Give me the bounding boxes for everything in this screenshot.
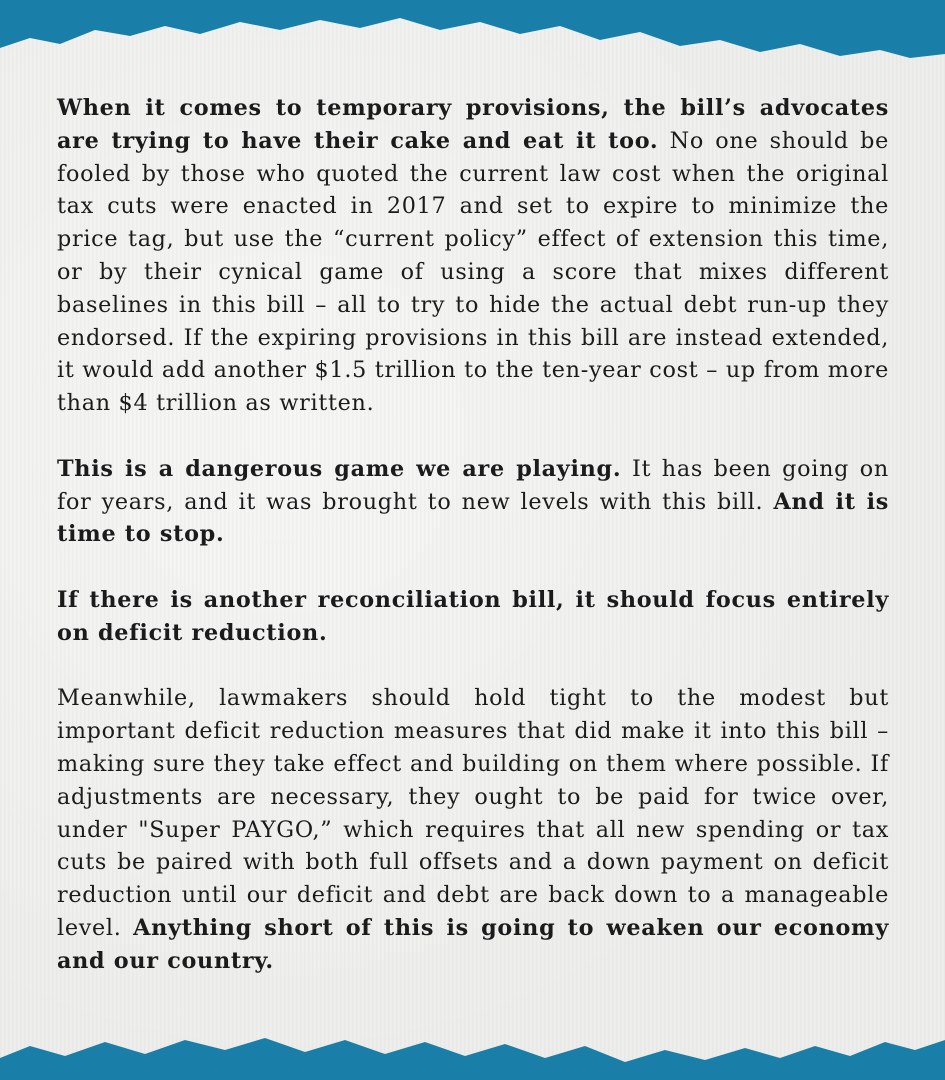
document-body	[57, 92, 889, 1010]
paragraph-lead-bold: If there is another reconciliation bill, it should focus entirely on deficit reduction.	[57, 586, 889, 646]
paragraph-dangerous-game	[57, 453, 889, 551]
paragraph-tail-bold: And it is time to stop.	[57, 488, 889, 548]
paragraph-lead-bold: This is a dangerous game we are playing.	[57, 455, 622, 482]
paragraph-lead-bold: When it comes to temporary provisions, the bill’s advocates are trying to have their cake and eat it too.	[57, 95, 889, 154]
paragraph-meanwhile	[57, 682, 889, 977]
paragraph-text: It has been going on for years, and it was brought to new levels with this bill.	[57, 455, 889, 515]
paragraph-tail-bold: Anything short of this is going to weaken our economy and our country.	[57, 914, 889, 974]
paragraph-temporary-provisions	[57, 92, 889, 420]
paragraph-text: No one should be fooled by those who quoted the current law cost when the original tax cuts were enacted in 2017 and set to expire to minimize the price tag, but use the “current policy” effect of extension this time, or by their cynical game of using a score that mixes different baselines in this bill – all to try to hide the actual debt run-up they endorsed. If the expiring provisions in this bill are instead extended, it would add another $1.5 trillion to the ten-year cost – up from more than $4 trillion as written.	[57, 127, 889, 417]
paragraph-reconciliation	[57, 584, 889, 650]
paragraph-text: Meanwhile, lawmakers should hold tight to the modest but important deficit reduction measures that did make it into this bill – making sure they take effect and building on them where possible. If adjustments are necessary, they ought to be paid for twice over, under "Super PAYGO,” which requires that all new spending or tax cuts be paired with both full offsets and a down payment on deficit reduction until our deficit and debt are back down to a manageable level.	[57, 685, 889, 941]
